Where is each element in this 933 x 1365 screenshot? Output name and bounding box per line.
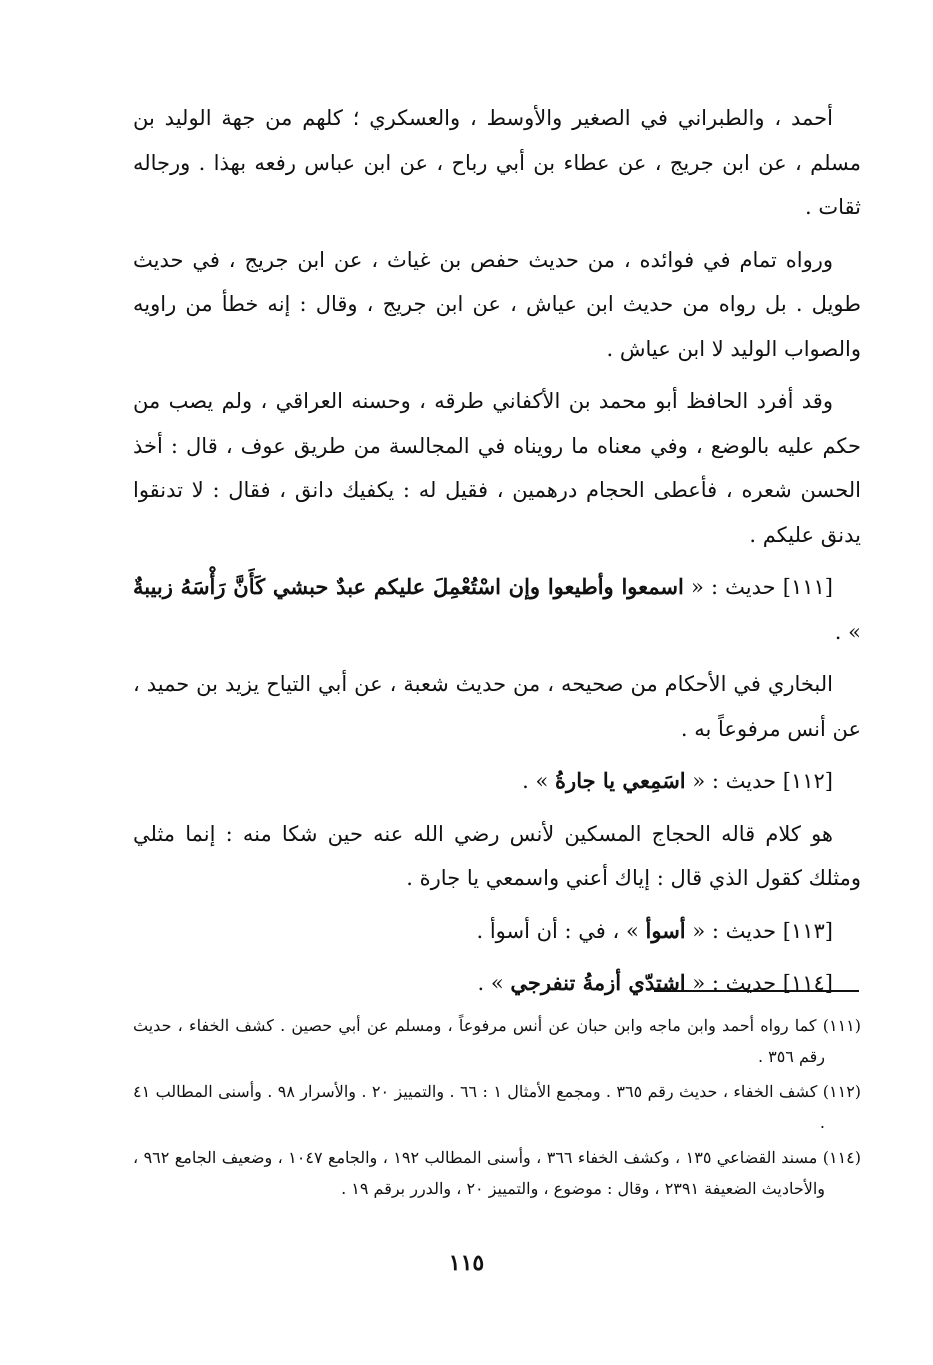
hadith-prefix: [١١٢] حديث : « [692, 769, 833, 793]
hadith-suffix: » . [834, 619, 861, 644]
hadith-113 [133, 909, 861, 954]
hadith-suffix: » . [522, 769, 549, 793]
hadith-text: اشتدّي أزمةُ تنفرجي [510, 970, 686, 995]
main-text [133, 96, 861, 1014]
hadith-suffix: » . [477, 971, 504, 995]
paragraph: البخاري في الأحكام من صحيحه ، من حديث شعبة ، عن أبي التياح يزيد بن حميد ، عن أنس مرفوعاً به . [133, 672, 861, 741]
hadith-prefix: [١١١] حديث : « [690, 575, 833, 599]
hadith-text: أسوأ [645, 917, 686, 943]
paragraph: ورواه تمام في فوائده ، من حديث حفص بن غياث ، عن ابن جريج ، في حديث طويل . بل رواه من حديث ابن عياش ، عن ابن جريج ، وقال : إنه خطأ من راويه والصواب الوليد لا ابن عياش . [133, 247, 861, 361]
footnote-separator [654, 990, 859, 992]
footnote: (١١٢) كشف الخفاء ، حديث رقم ٣٦٥ . ومجمع الأمثال ١ : ٦٦ . والتمييز ٢٠ . والأسرار ٩٨ . وأسنى المطالب ٤١ . [133, 1082, 862, 1132]
hadith-text: اسَمِعي يا جارةُ [555, 768, 686, 793]
hadith-suffix: » ، في : أن أسوأ . [476, 918, 639, 943]
hadith-114 [133, 961, 861, 1006]
footnote: (١١١) كما رواه أحمد وابن ماجه وابن حبان عن أنس مرفوعاً ، ومسلم عن أبي حصين . كشف الخفاء ، حديث رقم ٣٥٦ . [133, 1016, 861, 1066]
hadith-text: اسمعوا وأطيعوا وإن اسْتُعْمِلَ عليكم عبدٌ حبشي كَأَنَّ رَأْسَهُ زبيبةٌ [133, 574, 684, 599]
paragraph: هو كلام قاله الحجاج المسكين لأنس رضي الله عنه حين شكا منه : إنما مثلي ومثلك كقول الذي قال : إياك أعني واسمعي يا جارة . [133, 821, 861, 890]
paragraph: وقد أفرد الحافظ أبو محمد بن الأكفاني طرقه ، وحسنه العراقي ، ولم يصب من حكم عليه بالوضع ، وفي معناه ما رويناه في المجالسة من طريق عوف ، قال : أخذ الحسن شعره ، فأعطى الحجام درهمين ، فقيل له : يكفيك دانق ، فقال : لا تدنقوا يدنق عليكم . [133, 389, 861, 547]
paragraph: أحمد ، والطبراني في الصغير والأوسط ، والعسكري ؛ كلهم من جهة الوليد بن مسلم ، عن ابن جريج ، عن عطاء بن أبي رباح ، عن ابن عباس رفعه بهذا . ورجاله ثقات . [133, 106, 861, 219]
hadith-112 [133, 759, 861, 804]
hadith-prefix: [١١٣] حديث : « [692, 918, 833, 943]
footnotes [133, 1010, 861, 1208]
hadith-prefix: [١١٤] حديث : « [692, 971, 833, 995]
hadith-111 [133, 565, 861, 654]
footnote: (١١٤) مسند القضاعي ١٣٥ ، وكشف الخفاء ٣٦٦ ، وأسنى المطالب ١٩٢ ، والجامع ١٠٤٧ ، وضعيف الجامع ٩٦٢ ، والأحاديث الضعيفة ٢٣٩١ ، وقال : موضوع ، والتمييز ٢٠ ، والدرر برقم ١٩ . [133, 1148, 862, 1198]
page-number: ١١٥ [448, 1250, 485, 1276]
